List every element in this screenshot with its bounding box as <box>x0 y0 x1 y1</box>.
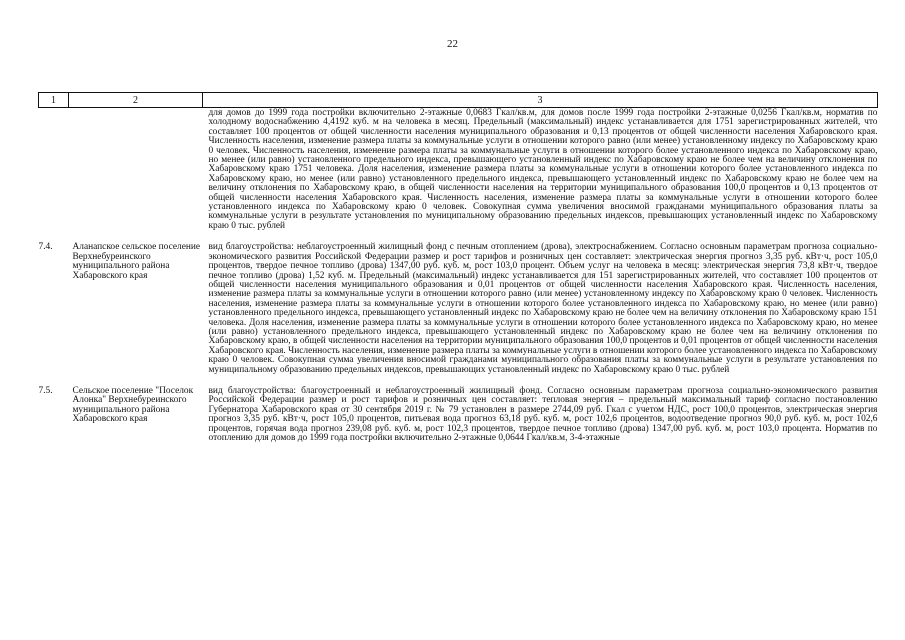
page-number: 22 <box>447 38 458 50</box>
header-col-3: 3 <box>203 93 878 108</box>
header-col-1: 1 <box>39 93 69 108</box>
table-header <box>39 93 878 108</box>
header-col-2: 2 <box>69 93 203 108</box>
row-number <box>39 108 69 232</box>
row-number: 7.4. <box>38 242 53 253</box>
table-row <box>39 231 878 375</box>
row-description: для домов до 1999 года постройки включительно 2-этажные 0,0683 Гкал/кв.м, для домов после 1999 года постройки 2-этажные 0,0256 Гкал/кв.м, норматив по холодному водоснабжению 4,4192 куб. м на человека в месяц. Предельный (максимальный) индекс устанавливается для 1751 зарегистрированных жителей, что составляет 100 процентов от общей численности населения муниципального образования и 0,13 процентов от общей численности населения Хабаровского края. Численность населения, изменение размера платы за коммунальные услуги в отношении которого равно (или менее) установленному индексу по Хабаровскому краю 0 человек. Численность населения, изменение размера платы за коммунальные услуги в отношении которого более установленного индекса по Хабаровскому краю, но менее (или равно) установленного предельного индекса, превышающего установленный индекс по Хабаровскому краю не более чем на величину отклонения по Хабаровскому краю 1751 человека. Доля населения, изменение размера платы за коммунальные услуги в отношении которого более установленного индекса по Хабаровскому краю, но менее (или равно) установленного предельного индекса, превышающего установленный индекс по Хабаровскому краю не более чем на величину отклонения по Хабаровскому краю, в общей численности населения на территории муниципального образования 100,0 процентов и 0,13 процентов от общей численности населения Хабаровского края. Численность населения, изменение размера платы за коммунальные услуги в отношении которого более установленного индекса по Хабаровскому краю 0 человек. Совокупная сумма увеличения вносимой гражданами муниципального образования платы за коммунальные услуги в результате установления по муниципальному образованию предельных индексов, превышающих установленный индекс по Хабаровскому краю 0 тыс. рублей <box>208 108 878 231</box>
settlement-name: Аланапское сельское поселение Верхнебуреинского муниципального района Хабаровского края <box>72 242 201 281</box>
row-description: вид благоустройства: благоустроенный и неблагоустроенный жилищный фонд. Согласно основным параметрам прогноза социально-экономического развития Российской Федерации размер и рост тарифов и розничных цен составляет: тепловая энергия – предельный максимальный тариф согласно постановлению Губернатора Хабаровского края от 30 сентября 2019 г. № 79 установлен в размере 2744,09 руб. Гкал с учетом НДС, рост 100,0 процентов, электрическая энергия прогноз 3,35 руб. кВт·ч, рост 105,0 процентов, питьевая вода прогноз 63,18 руб. куб. м, рост 102,6 процентов, водоотведение прогноз 90,0 руб. куб. м, рост 102,6 процентов, горячая вода прогноз 239,08 руб. куб. м, рост 102,3 процентов, твердое печное топливо (дрова) 1347,00 руб. куб. м, рост 103,0 процента. Норматив по отоплению для домов до 1999 года постройки включительно 2-этажные 0,0644 Гкал/кв.м, 3-4-этажные <box>208 385 878 443</box>
row-number: 7.5. <box>38 385 53 396</box>
tariff-table <box>38 92 878 443</box>
row-description: вид благоустройства: неблагоустроенный жилищный фонд с печным отоплением (дрова), электроснабжением. Согласно основным параметрам прогноза социально-экономического развития Российской Федерации размер и рост тарифов и розничных цен составляет: электрическая энергия прогноз 3,35 руб. кВт·ч, рост 105,0 процентов, твердое печное топливо (дрова) 1347,00 руб. куб. м, рост 103,0 процент. Объем услуг на человека в месяц: электрическая энергия 73,8 кВт·ч, твердое печное топливо (дрова) 1,52 куб. м. Предельный (максимальный) индекс устанавливается для 151 зарегистрированных жителей, что составляет 100 процентов от общей численности населения муниципального образования и 0,01 процентов от общей численности населения Хабаровского края. Численность населения, изменение размера платы за коммунальные услуги в отношении которого равно (или менее) установленному индексу по Хабаровскому краю 0 человек. Численность населения, изменение размера платы за коммунальные услуги в отношении которого более установленного индекса по Хабаровскому краю, но менее (или равно) установленного предельного индекса, превышающего установленный индекс по Хабаровскому краю не более чем на величину отклонения по Хабаровскому краю 151 человека. Доля населения, изменение размера платы за коммунальные услуги в отношении которого более установленного индекса по Хабаровскому краю, но менее (или равно) установленного предельного индекса, превышающего установленный индекс по Хабаровскому краю не более чем на величину отклонения по Хабаровскому краю, в общей численности населения на территории муниципального образования 100,0 процентов и 0,01 процентов от общей численности населения Хабаровского края. Численность населения, изменение размера платы за коммунальные услуги в отношении которого более установленного индекса по Хабаровскому краю 0 человек. Совокупная сумма увеличения вносимой гражданами муниципального образования платы за коммунальные услуги в результате установления по муниципальному образованию предельных индексов, превышающих установленный индекс по Хабаровскому краю 0 тыс. рублей <box>208 242 878 375</box>
table-row <box>39 108 878 232</box>
settlement-name <box>69 108 203 232</box>
settlement-name: Сельское поселение "Поселок Алонка" Верхнебуреинского муниципального района Хабаровского края <box>72 385 194 425</box>
table-row <box>39 375 878 443</box>
